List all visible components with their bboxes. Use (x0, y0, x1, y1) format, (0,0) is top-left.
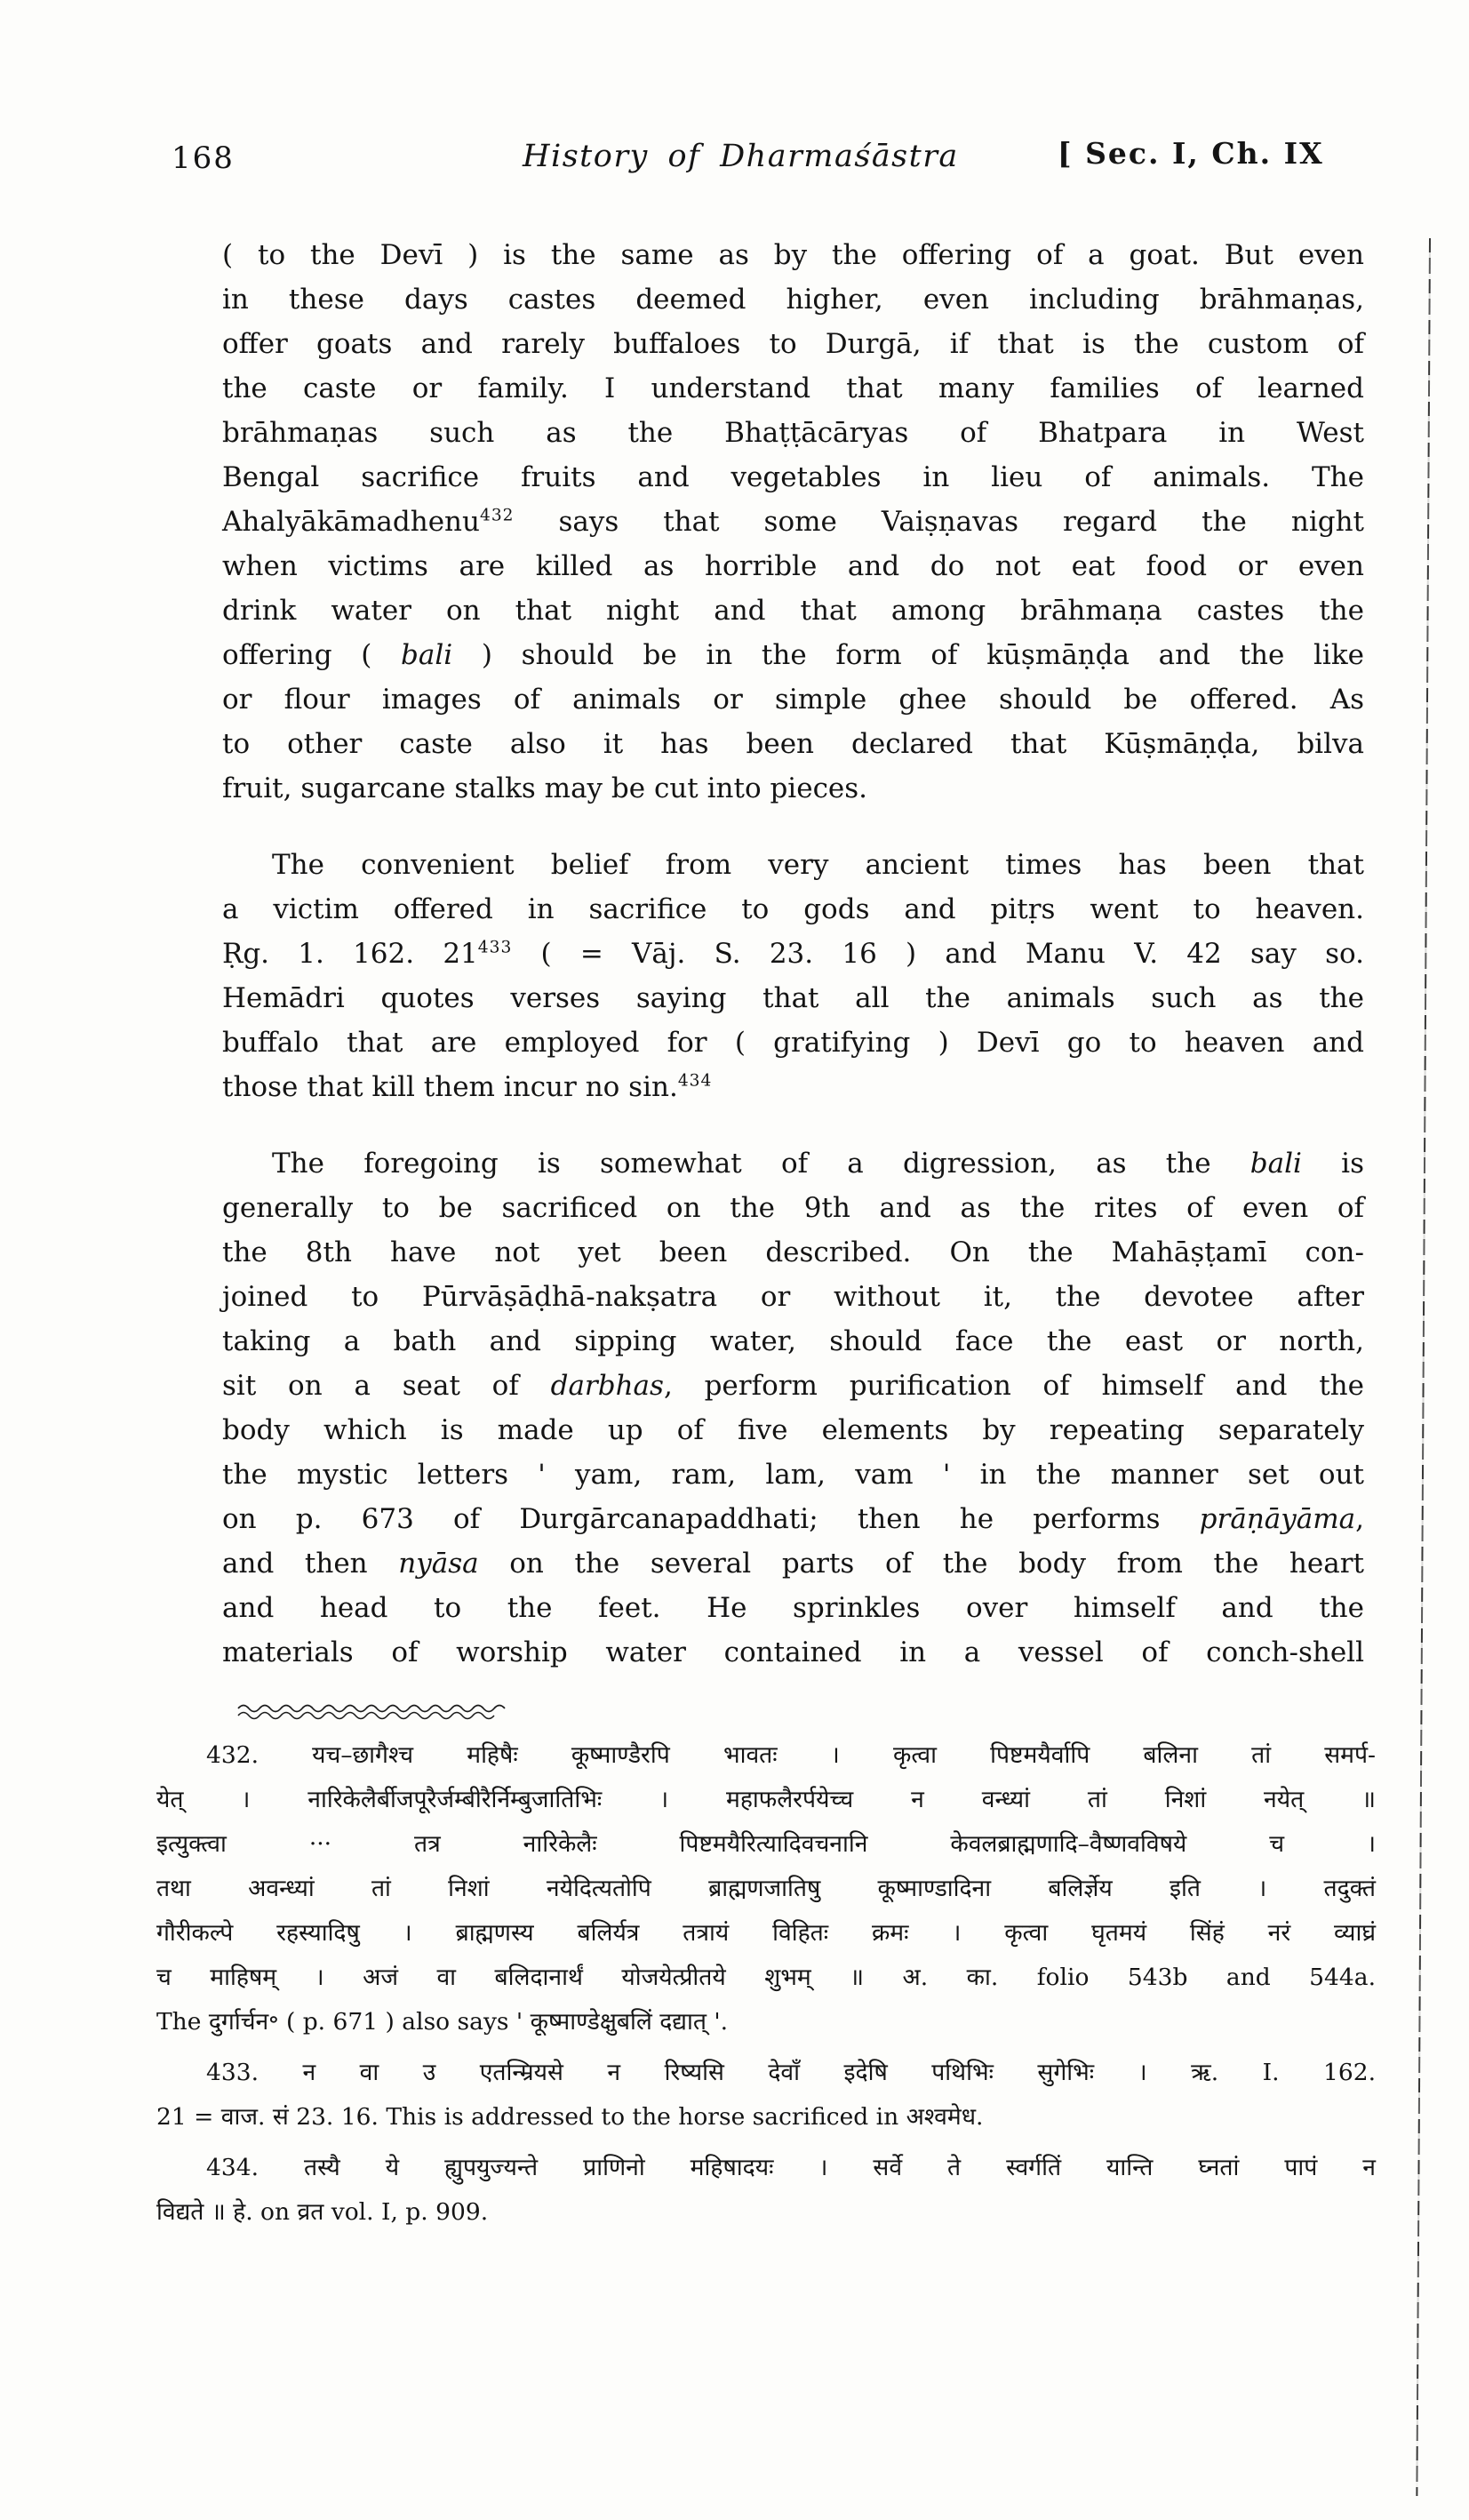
text-line: materials of worship water contained in a vessel of conch-shell (222, 1636, 1364, 1668)
footnote-reference: 433 (477, 938, 513, 957)
footnote (156, 2146, 1376, 2235)
text-line: the caste or family. I understand that many families of learned (222, 372, 1364, 404)
scan-artifact-line (1416, 238, 1431, 2496)
text-line: 432. यच–छागैश्च महिषैः कूष्माण्डैरपि भावतः । कृत्वा पिष्टमयैर्वापि बलिना तां समर्प- (206, 1741, 1376, 1769)
text-line: 433. न वा उ एतन्म्रियसे न रिष्यसि देवाँ इदेषि पथिभिः सुगेभिः । ऋ. I. 162. (206, 2059, 1376, 2086)
text-line: and then nyāsa on the several parts of the body from the heart (222, 1548, 1364, 1580)
text-line: ( to the Devī ) is the same as by the offering of a goat. But even (222, 239, 1364, 271)
text-line: 21 = वाज. सं 23. 16. This is addressed to the horse sacrificed in अश्वमेध. (156, 2103, 984, 2131)
text-line: offering ( bali ) should be in the form of kūṣmāṇḍa and the like (222, 639, 1364, 671)
footnote (156, 2051, 1376, 2140)
text-line: Bengal sacrifice fruits and vegetables in lieu of animals. The (222, 461, 1364, 493)
footnotes (156, 1733, 1376, 2235)
body-text (222, 233, 1364, 1675)
text-line: The दुर्गार्चन॰ ( p. 671 ) also says ' कूष्माण्डेक्षुबलिं दद्यात् '. (156, 2008, 729, 2036)
footnote-reference: 434 (677, 1071, 713, 1091)
body-paragraph (222, 843, 1364, 1109)
text-line: तथा अवन्ध्यां तां निशां नयेदित्यतोपि ब्राह्मणजातिषु कूष्माण्डादिना बलिर्ज्ञेय इति । तदुक्तं (156, 1875, 1376, 1902)
body-paragraph (222, 233, 1364, 811)
text-line: in these days castes deemed higher, even including brāhmaṇas, (222, 284, 1364, 316)
text-line: Hemādri quotes verses saying that all the animals such as the (222, 982, 1364, 1014)
text-line: विद्यते ॥ हे. on व्रत vol. I, p. 909. (156, 2198, 489, 2226)
text-line: body which is made up of five elements by repeating separately (222, 1414, 1364, 1446)
text-line: or flour images of animals or simple ghee should be offered. As (222, 684, 1364, 716)
text-line: to other caste also it has been declared that Kūṣmāṇḍa, bilva (222, 728, 1364, 760)
text-line: buffalo that are employed for ( gratifying ) Devī go to heaven and (222, 1027, 1364, 1059)
footnote-separator (236, 1703, 514, 1723)
text-line: brāhmaṇas such as the Bhaṭṭācāryas of Bhatpara in West (222, 417, 1364, 449)
footnote-reference: 432 (479, 506, 515, 525)
text-line: and head to the feet. He sprinkles over himself and the (222, 1592, 1364, 1624)
text-line: drink water on that night and that among brāhmaṇa castes the (222, 595, 1364, 627)
text-line: joined to Pūrvāṣāḍhā-nakṣatra or without it, the devotee after (222, 1281, 1364, 1313)
text-line: the 8th have not yet been described. On the Mahāṣṭamī con- (222, 1236, 1364, 1268)
text-line: when victims are killed as horrible and do not eat food or even (222, 550, 1364, 582)
text-line: च माहिषम् । अजं वा बलिदानार्थं योजयेत्प्रीतये शुभम् ॥ अ. का. folio 543b and 544a. (156, 1964, 1376, 1991)
text-line: on p. 673 of Durgārcanapaddhati; then he performs prāṇāyāma, (222, 1503, 1364, 1535)
body-paragraph (222, 1141, 1364, 1675)
footnote (156, 1733, 1376, 2044)
text-line: a victim offered in sacrifice to gods and pitṛs went to heaven. (222, 893, 1364, 925)
text-line: offer goats and rarely buffaloes to Durgā, if that is the custom of (222, 328, 1364, 360)
text-line: Ahalyākāmadhenu$^{432}$ says that some Vaiṣṇavas regard the night (222, 506, 1364, 538)
running-title: History of Dharmaśāstra (523, 139, 959, 174)
section-header: [ Sec. I, Ch. IX (1058, 136, 1324, 171)
page-number: 168 (172, 140, 235, 176)
text-line: fruit, sugarcane stalks may be cut into pieces. (222, 772, 868, 804)
text-line: generally to be sacrificed on the 9th and as the rites of even of (222, 1192, 1364, 1224)
text-line: 434. तस्यै ये ह्युपयुज्यन्ते प्राणिनो महिषादयः । सर्वे ते स्वर्गतिं यान्ति घ्नतां पापं न (206, 2154, 1376, 2181)
text-line: The foregoing is somewhat of a digression, as the bali is (272, 1148, 1364, 1180)
text-line: those that kill them incur no sin.$^{434}$ (222, 1071, 713, 1103)
text-line: The convenient belief from very ancient times has been that (272, 849, 1364, 881)
text-line: गौरीकल्पे रहस्यादिषु । ब्राह्मणस्य बलिर्यत्र तत्रायं विहितः क्रमः । कृत्वा घृतमयं सिंहं नरं व्याघ्रं (156, 1919, 1376, 1947)
text-line: taking a bath and sipping water, should face the east or north, (222, 1325, 1364, 1357)
text-line: येत् । नारिकेलैर्बीजपूरैर्जम्बीरैर्निम्बुजातिभिः । महाफलैरर्पयेच्च न वन्ध्यां तां निशां नयेत् ॥ (156, 1786, 1376, 1813)
text-line: the mystic letters ' yam, ram, lam, vam ' in the manner set out (222, 1459, 1364, 1491)
text-line: sit on a seat of darbhas, perform purification of himself and the (222, 1370, 1364, 1402)
text-line: Ṛg. 1. 162. $21^{433}$ ( = Vāj. S. 23. 16 ) and Manu V. 42 say so. (222, 938, 1364, 970)
text-line: इत्युक्त्वा ··· तत्र नारिकेलैः पिष्टमयैरित्यादिवचनानि केवलब्राह्मणादि–वैष्णवविषये च । (156, 1830, 1376, 1858)
